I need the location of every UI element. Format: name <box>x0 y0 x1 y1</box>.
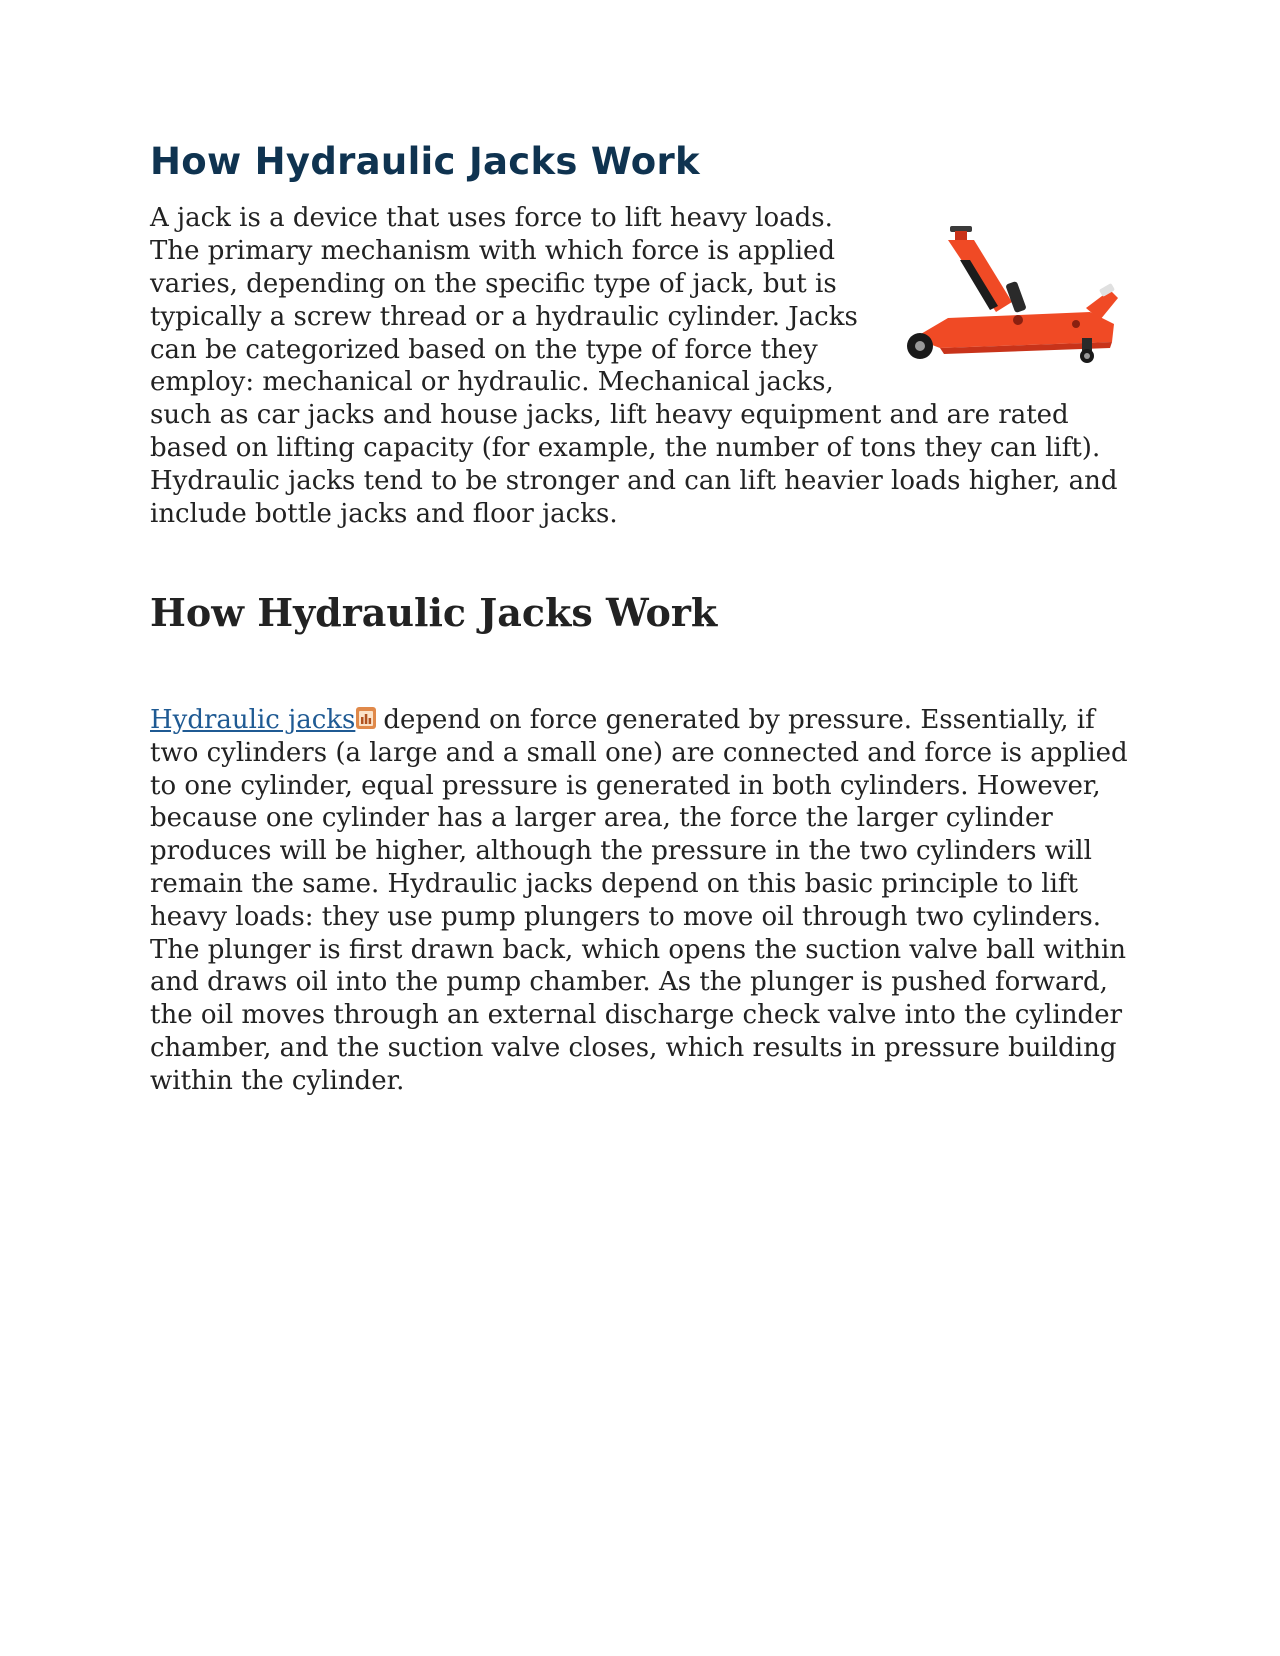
body-text: depend on force generated by pressure. Essentially, if two cylinders (a large and a small one) are connected and force is applied to one cylinder, equal pressure is generated in both cylinders. However, because one cylinder has a larger area, the force the larger cylinder produces will be higher, although the pressure in the two cylinders will remain the same. Hydraulic jacks depend on this basic principle to lift heavy loads: they use pump plungers to move oil through two cylinders. The plunger is first drawn back, which opens the suction valve ball within and draws oil into the pump chamber. As the plunger is pushed forward, the oil moves through an external discharge check valve into the cylinder chamber, and the suction valve closes, which results in pressure building within the cylinder. <box>150 704 1128 1096</box>
external-content-icon[interactable] <box>355 706 377 730</box>
floor-jack-image <box>900 220 1130 370</box>
section-heading: How Hydraulic Jacks Work <box>150 590 718 636</box>
document-page <box>150 140 1130 1098</box>
hydraulic-jacks-link[interactable]: Hydraulic jacks <box>150 704 356 735</box>
intro-paragraph: A jack is a device that uses force to lift heavy loads. The primary mechanism with which force is applied varies, depending on the specific type of jack, but is typically a screw thread or a hydraulic cylinder. Jacks can be categorized based on the type of force they employ: mechanical or hydraulic. Mechanical jacks, such as car jacks and house jacks, lift heavy equipment and are rated based on lifting capacity (for example, the number of tons they can lift). Hydraulic jacks tend to be stronger and can lift heavier loads higher, and include bottle jacks and floor jacks. <box>150 203 1118 529</box>
body-paragraph <box>150 704 1130 1098</box>
page-title: How Hydraulic Jacks Work <box>150 140 700 183</box>
